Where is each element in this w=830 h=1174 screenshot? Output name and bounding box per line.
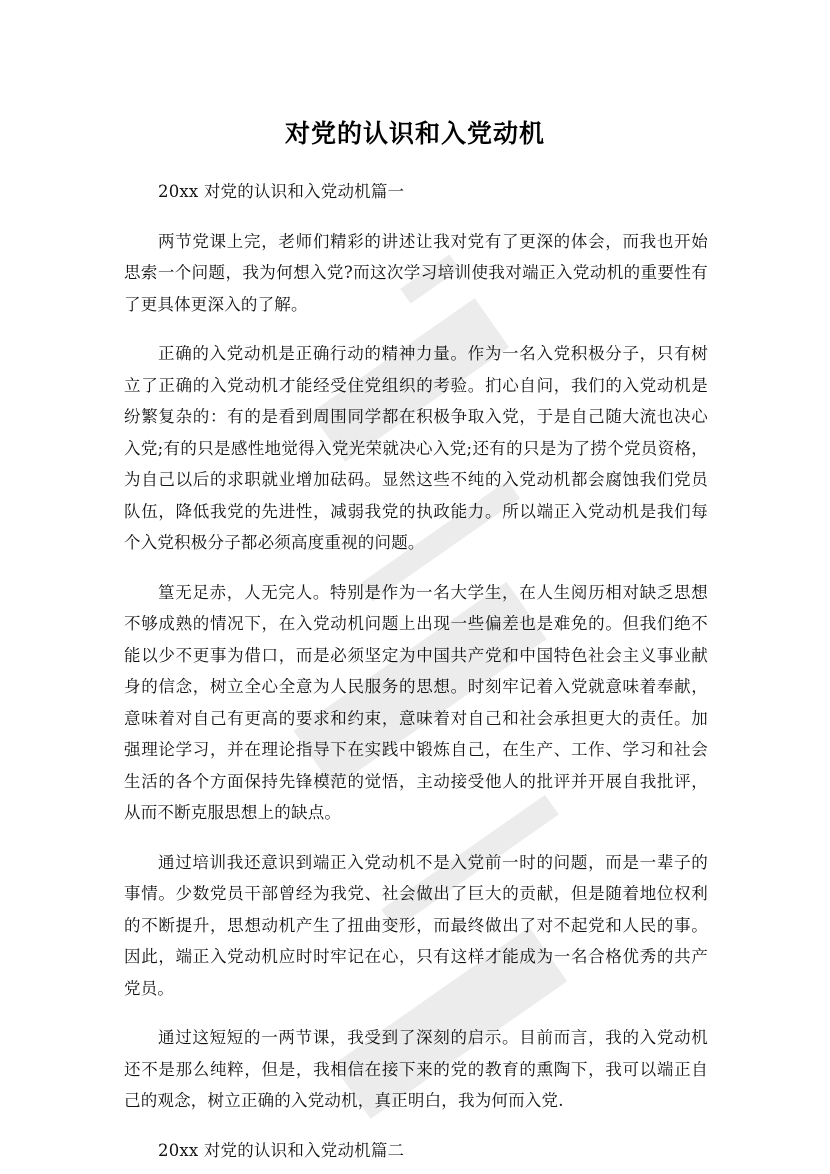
paragraph: 通过这短短的一两节课，我受到了深刻的启示。目前而言，我的入党动机还不是那么纯粹，但是，我相信在接下来的党的教育的熏陶下，我可以端正自己的观念，树立正确的入党动机，真正明白，我为何而入党.: [124, 1028, 708, 1110]
document-body: [124, 176, 708, 1174]
paragraph: 两节党课上完，老师们精彩的讲述让我对党有了更深的体会，而我也开始思索一个问题，我为何想入党?而这次学习培训使我对端正入党动机的重要性有了更具体更深入的了解。: [124, 231, 708, 314]
paragraph: 篁无足赤，人无完人。特别是作为一名大学生，在人生阅历相对缺乏思想不够成熟的情况下，在入党动机问题上出现一些偏差也是难免的。但我们绝不能以少不更事为借口，而是必须坚定为中国共产党和中国特色社会主义事业献身的信念，树立全心全意为人民服务的思想。时刻牢记着入党就意味着奉献，意味着对自己有更高的要求和约束，意味着对自己和社会承担更大的责任。加强理论学习，并在理论指导下在实践中锻炼自己，在生产、工作、学习和社会生活的各个方面保持先锋模范的觉悟，主动接受他人的批评并开展自我批评，从而不断克服思想上的缺点。: [124, 582, 708, 822]
section-heading: 20xx 对党的认识和入党动机篇一: [158, 182, 405, 201]
section-heading: 20xx 对党的认识和入党动机篇二: [158, 1140, 405, 1160]
document-title: 对党的认识和入党动机: [284, 119, 545, 148]
paragraph: 正确的入党动机是正确行动的精神力量。作为一名入党积极分子，只有树立了正确的入党动机才能经受住党组织的考验。扪心自问，我们的入党动机是纷繁复杂的：有的是看到周围同学都在积极争取入党，于是自己随大流也决心入党;有的只是感性地觉得入党光荣就决心入党;还有的只是为了捞个党员资格，为自己以后的求职就业增加砝码。显然这些不纯的入党动机都会腐蚀我们党员队伍，降低我党的先进性，减弱我党的执政能力。所以端正入党动机是我们每个入党积极分子都必须高度重视的问题。: [124, 344, 708, 552]
paragraph: 通过培训我还意识到端正入党动机不是入党前一时的问题，而是一辈子的事情。少数党员干部曾经为我党、社会做出了巨大的贡献，但是随着地位权利的不断提升，思想动机产生了扭曲变形，而最终做出了对不起党和人民的事。因此，端正入党动机应时时牢记在心，只有这样才能成为一名合格优秀的共产党员。: [124, 852, 708, 998]
